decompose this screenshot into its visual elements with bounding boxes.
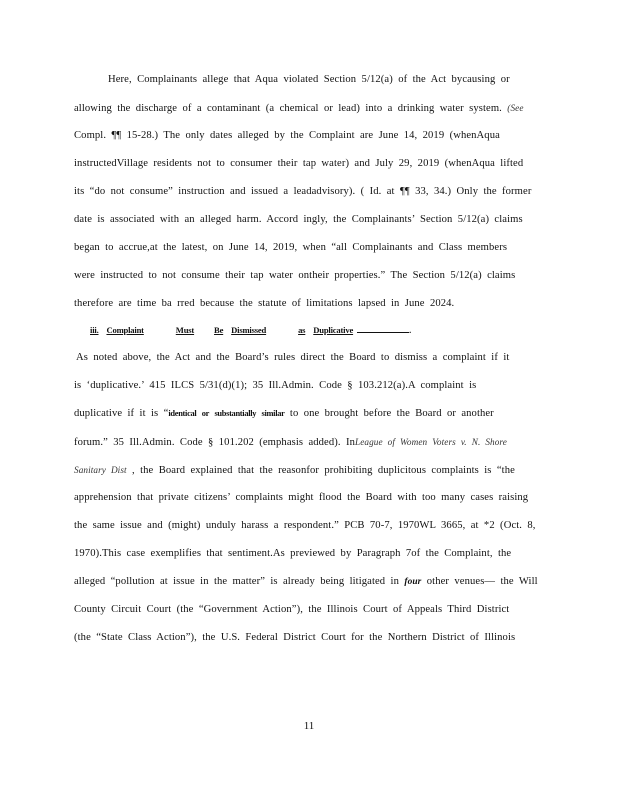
body-line-7: began to accrue,at the latest, on June 14, 2019, when “all Complainants and Class members — [74, 242, 508, 253]
body-line-10: As noted above, the Act and the Board’s rules direct the Board to dismiss a complaint if it — [76, 352, 510, 363]
heading-word-dismissed: Dismissed — [231, 325, 267, 335]
body-line-5: its “do not consume” instruction and issued a leadadvisory). ( Id. at ¶¶ 33, 34.) Only the former — [74, 186, 532, 197]
body-line-3: Compl. ¶¶ 15-28.) The only dates alleged by the Complaint are June 14, 2019 (whenAqua — [74, 130, 500, 141]
heading-word-duplicative: Duplicative — [313, 325, 354, 335]
heading-word-as: as — [298, 325, 306, 335]
emphasis-identical: identical — [168, 409, 197, 418]
body-line-15: apprehension that private citizens’ complaints might flood the Board with too many cases raising — [74, 492, 529, 503]
id-citation: ( Id. at ¶¶ 33, 34.) Only the former — [360, 186, 532, 197]
body-line-12: duplicative if it is “identical or substantially similar to one brought before the Board or another — [74, 408, 494, 419]
emphasis-or: or — [201, 409, 210, 418]
body-line-20: (the “State Class Action”), the U.S. Federal District Court for the Northern District of Illinois — [74, 632, 516, 643]
see-citation: (See — [507, 103, 524, 113]
heading-word-must: Must — [175, 325, 195, 335]
emphasis-four: four — [404, 577, 422, 587]
body-line-2: allowing the discharge of a contaminant (a chemical or lead) into a drinking water system. (See — [74, 103, 524, 114]
body-line-14: Sanitary Dist , the Board explained that the reasonfor prohibiting duplicitous complaints is “the — [74, 465, 515, 476]
body-line-13: forum.” 35 Ill.Admin. Code § 101.202 (emphasis added). InLeague of Women Voters v. N. Shore — [74, 437, 507, 448]
emphasis-substantially: substantially — [214, 409, 257, 418]
heading-underline — [357, 323, 412, 335]
heading-word-complaint: Complaint — [106, 325, 144, 335]
heading-word-be: Be — [214, 325, 224, 335]
body-line-16: the same issue and (might) unduly harass a respondent.” PCB 70-7, 1970WL 3665, at *2 (Oct. 8, — [74, 520, 536, 531]
body-line-6: date is associated with an alleged harm. Accord ingly, the Complainants’ Section 5/12(a) claims — [74, 214, 523, 225]
body-line-17: 1970).This case exemplifies that sentiment.As previewed by Paragraph 7of the Complaint, the — [74, 548, 512, 559]
body-line-1: Here, Complainants allege that Aqua violated Section 5/12(a) of the Act bycausing or — [108, 74, 510, 85]
body-line-18: alleged “pollution at issue in the matter” is already being litigated in four other venues— the Will — [74, 576, 538, 587]
case-name: League of Women Voters v. N. Shore — [355, 437, 507, 447]
body-line-19: County Circuit Court (the “Government Action”), the Illinois Court of Appeals Third District — [74, 604, 510, 615]
case-name-continued: Sanitary Dist — [74, 465, 127, 475]
body-line-11: is ‘duplicative.’ 415 ILCS 5/31(d)(1); 35 Ill.Admin. Code § 103.212(a).A complaint is — [74, 380, 477, 391]
emphasis-similar: similar — [261, 409, 285, 418]
section-heading — [90, 323, 411, 335]
heading-end: . — [409, 325, 412, 335]
body-line-4: instructedVillage residents not to consumer their tap water) and July 29, 2019 (whenAqua lifted — [74, 158, 524, 169]
page-number: 11 — [303, 720, 315, 732]
body-line-9: therefore are time ba rred because the statute of limitations lapsed in June 2024. — [74, 298, 455, 309]
body-line-8: were instructed to not consume their tap water ontheir properties.” The Section 5/12(a) claims — [74, 270, 516, 281]
heading-number: iii. — [90, 325, 99, 335]
